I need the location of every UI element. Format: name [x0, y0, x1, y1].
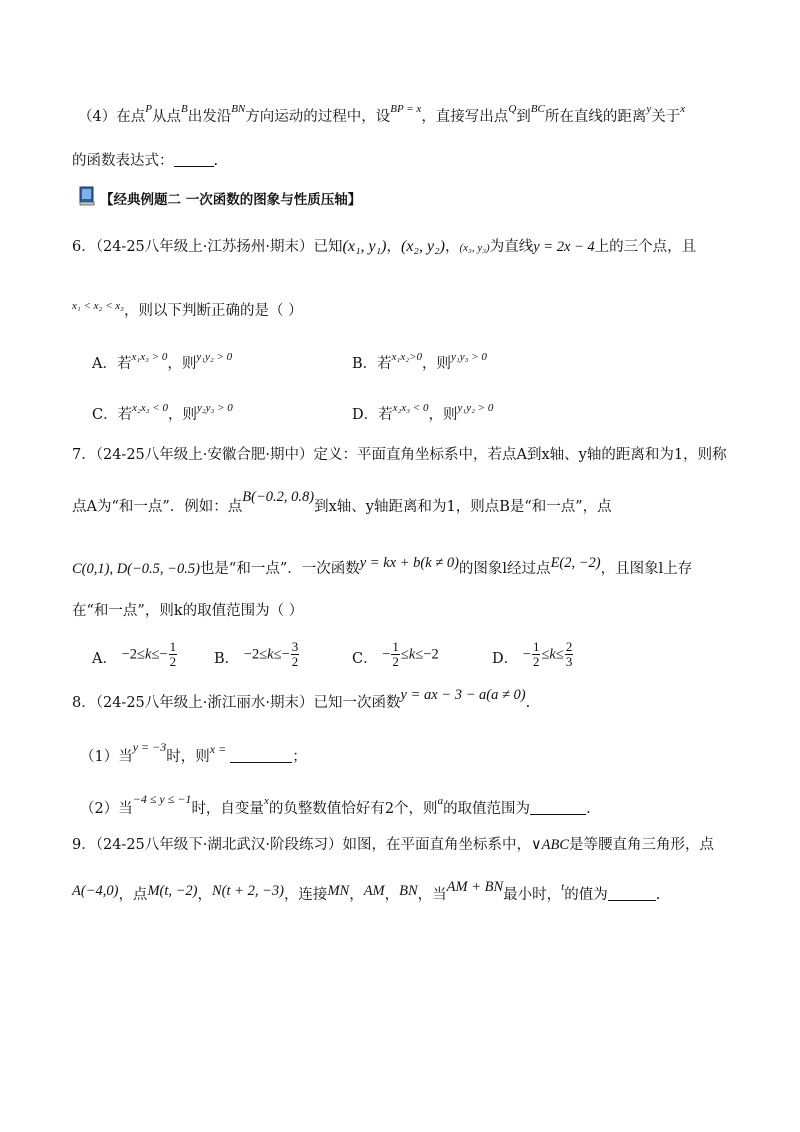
denominator: 2 — [532, 654, 540, 669]
q9-text: ，连接 — [283, 887, 328, 903]
op: ≤ — [541, 646, 550, 663]
q8-text: 的负整数值恰好有2个，则 — [268, 801, 438, 817]
fraction — [291, 640, 300, 669]
option-label: A． — [92, 650, 117, 667]
q7-option-B[interactable] — [214, 640, 300, 669]
q7-text: （24-25八年级上·安徽合肥·期中）定义：平面直角坐标系中，若点A到x轴、y轴的距离和为1，则称 — [95, 447, 727, 463]
expr-sum: AM + BN — [446, 879, 504, 895]
question-number: 9． — [72, 837, 96, 853]
q8-text: . — [586, 801, 591, 817]
q8-part-2 — [80, 792, 591, 821]
triangle-ABC: ∨ABC — [531, 837, 570, 853]
option-label: C．若 — [92, 407, 133, 423]
condition: x₁ < x₂ < x₃ — [72, 300, 124, 312]
q6-line-2 — [72, 300, 303, 323]
question-number: 8． — [72, 695, 96, 711]
op: ≤ — [400, 646, 409, 663]
q4-text: 到 — [516, 109, 531, 125]
q4-text: 的函数表达式： — [72, 153, 174, 169]
q4-text: 从点 — [151, 109, 181, 125]
q9-line-1 — [72, 834, 714, 856]
q9-text: ， — [384, 887, 400, 903]
question-number: 7． — [72, 447, 96, 463]
num: −2 — [121, 646, 138, 663]
num: −2 — [423, 646, 439, 663]
point-A: A(−4,0) — [72, 883, 119, 899]
denominator: 2 — [291, 654, 299, 669]
fraction — [532, 640, 541, 669]
op: ≤ — [151, 646, 160, 663]
var-a: a — [437, 795, 444, 807]
q7-text: 到x轴、y轴距离和为1，则点B是“和一点”，点 — [314, 499, 612, 515]
q6-line-1 — [72, 236, 696, 259]
answer-blank[interactable] — [530, 800, 586, 815]
question-number: 6． — [72, 239, 96, 255]
seg-BN: BN — [399, 883, 418, 899]
q8-text: . — [525, 695, 531, 711]
q6-text: ， — [444, 239, 460, 255]
denominator: 2 — [169, 654, 177, 669]
op: − — [281, 646, 290, 663]
point-3: (x₃, y₃) — [459, 242, 490, 254]
numerator: 1 — [392, 639, 399, 654]
q9-text: ， — [197, 887, 212, 903]
q8-text: ； — [292, 749, 307, 765]
q7-text: ，且图象l上存 — [600, 561, 693, 577]
numerator: 1 — [532, 639, 540, 654]
linear-function: y = kx + b(k ≠ 0) — [359, 555, 459, 571]
q9-text: . — [655, 887, 661, 903]
q9-text: ，点 — [118, 887, 148, 903]
q6-text: ， — [386, 239, 401, 255]
option-label: B．若 — [352, 356, 392, 372]
seg-AM: AM — [363, 883, 385, 899]
var-k: k — [145, 646, 152, 663]
op: ≤ — [415, 646, 424, 663]
q4-text: 出发沿 — [187, 109, 232, 125]
option-label: A．若 — [92, 356, 132, 372]
q4-text: 方向运动的过程中，设 — [245, 109, 391, 125]
point-B: B(−0.2, 0.8) — [242, 489, 315, 505]
q8-text: （2）当 — [80, 801, 133, 817]
var-k: k — [408, 646, 416, 663]
q6-option-A[interactable] — [92, 352, 232, 373]
var-Q: Q — [508, 103, 517, 115]
q8-text: 时，自变量 — [191, 801, 264, 817]
option-text: ，则 — [422, 356, 451, 372]
op: ≤ — [273, 646, 282, 663]
q7-option-D[interactable] — [492, 640, 574, 669]
var-k: k — [549, 646, 556, 663]
var-BC: BC — [530, 103, 545, 115]
q6-option-D[interactable] — [352, 403, 493, 424]
q9-text: （24-25八年级下·湖北武汉·阶段练习）如图，在平面直角坐标系中， — [95, 837, 532, 853]
q7-line-4 — [72, 600, 303, 622]
numerator: 1 — [169, 639, 177, 654]
num: −2 — [243, 646, 260, 663]
point-2: (x₂, y₂) — [401, 238, 445, 255]
op: ≤ — [137, 646, 145, 663]
answer-blank[interactable] — [608, 886, 656, 901]
op: − — [522, 646, 531, 663]
points-CD: C(0,1), D(−0.5, −0.5) — [72, 561, 200, 577]
q7-text: 点A为“和一点”．例如：点 — [72, 499, 243, 515]
q7-line-3 — [72, 555, 693, 580]
numerator: 2 — [565, 639, 573, 654]
var-x: x = — [209, 742, 227, 756]
denominator: 3 — [565, 654, 573, 669]
option-cond: x₁x₃ > 0 — [131, 351, 168, 363]
q4-text: （4）在点 — [78, 109, 146, 125]
q9-text: 最小时， — [503, 887, 562, 903]
option-text: ，则 — [428, 407, 458, 423]
q7-option-A[interactable] — [92, 640, 178, 669]
point-M: M(t, −2) — [147, 883, 198, 899]
var-t: t — [561, 881, 565, 893]
q6-text: ，则以下判断正确的是（ ） — [123, 303, 303, 319]
q6-text: 上的三个点，且 — [594, 239, 697, 255]
option-result: y₁y₂ > 0 — [196, 351, 233, 363]
denominator: 2 — [392, 654, 399, 669]
q7-text: 也是“和一点”．一次函数 — [199, 561, 360, 577]
answer-blank[interactable] — [174, 152, 214, 167]
q6-option-B[interactable] — [352, 352, 487, 373]
q8-text: 时，则 — [166, 749, 210, 765]
var-x: x — [680, 103, 686, 115]
fraction — [169, 640, 178, 669]
book-icon — [78, 186, 96, 206]
option-result: y₁y₃ > 0 — [451, 351, 487, 363]
fraction — [565, 640, 574, 669]
q4-text: 所在直线的距离 — [544, 109, 647, 125]
condition: −4 ≤ y ≤ −1 — [132, 792, 192, 806]
option-label: C． — [352, 650, 378, 667]
point-N: N(t + 2, −3) — [212, 883, 284, 899]
op: ≤ — [555, 646, 564, 663]
condition: y = −3 — [132, 740, 167, 754]
q6-option-C[interactable] — [92, 403, 233, 424]
linear-function: y = ax − 3 − a(a ≠ 0) — [400, 687, 526, 703]
op: − — [159, 646, 168, 663]
q9-text: ，当 — [417, 887, 447, 903]
q7-line-2 — [72, 489, 612, 518]
option-cond: x₂x₃ < 0 — [132, 402, 168, 414]
q4-line-2 — [72, 150, 218, 172]
option-cond: x₂x₃ < 0 — [392, 402, 429, 414]
q7-text: 在“和一点”，则k的取值范围为（ ） — [72, 603, 304, 619]
line-equation: y = 2x − 4 — [533, 239, 595, 255]
q8-text: （24-25八年级上·浙江丽水·期末）已知一次函数 — [95, 695, 401, 711]
q4-text: . — [213, 153, 219, 169]
expr-BPx: BP = x — [390, 103, 422, 115]
q4-text: 关于 — [651, 109, 681, 125]
q8-part-1 — [80, 740, 307, 768]
q6-text: （24-25八年级上·江苏扬州·期末）已知 — [95, 239, 343, 255]
q9-line-2 — [72, 879, 661, 907]
point-E: E(2, −2) — [550, 555, 601, 571]
numerator: 3 — [291, 639, 299, 654]
option-text: ，则 — [167, 407, 197, 423]
var-P: P — [145, 103, 152, 115]
q7-line-1 — [72, 444, 727, 466]
q9-text: 是等腰直角三角形，点 — [569, 837, 715, 853]
q4-text: ，直接写出点 — [421, 109, 509, 125]
q8-line-1 — [72, 687, 531, 714]
seg-MN: MN — [327, 883, 350, 899]
q7-text: 的图象l经过点 — [458, 561, 551, 577]
var-y: y — [646, 103, 652, 115]
answer-blank[interactable] — [230, 748, 292, 763]
option-cond: x₁x₂>0 — [391, 351, 422, 363]
option-result: y₂y₃ > 0 — [196, 402, 233, 414]
option-label: D．若 — [352, 407, 393, 423]
q9-text: 的值为 — [564, 887, 608, 903]
option-result: y₁y₂ > 0 — [457, 402, 494, 414]
option-label: D． — [492, 650, 519, 667]
q9-text: ， — [349, 887, 364, 903]
q7-option-C[interactable] — [352, 640, 439, 669]
q4-line-1 — [78, 103, 686, 129]
var-BN: BN — [231, 103, 246, 115]
q8-text: （1）当 — [80, 749, 133, 765]
op: ≤ — [259, 646, 268, 663]
var-k: k — [267, 646, 274, 663]
section-heading: 【经典例题二 一次函数的图象与性质压轴】 — [100, 192, 362, 208]
var-x: x — [263, 795, 269, 807]
q6-text: 为直线 — [489, 239, 534, 255]
point-1: (x₁, y₁) — [342, 238, 387, 255]
q8-text: 的取值范围为 — [443, 801, 531, 817]
var-B: B — [180, 103, 188, 115]
op: − — [382, 646, 391, 663]
option-text: ，则 — [167, 356, 197, 372]
option-label: B． — [214, 650, 240, 667]
fraction — [391, 640, 400, 669]
